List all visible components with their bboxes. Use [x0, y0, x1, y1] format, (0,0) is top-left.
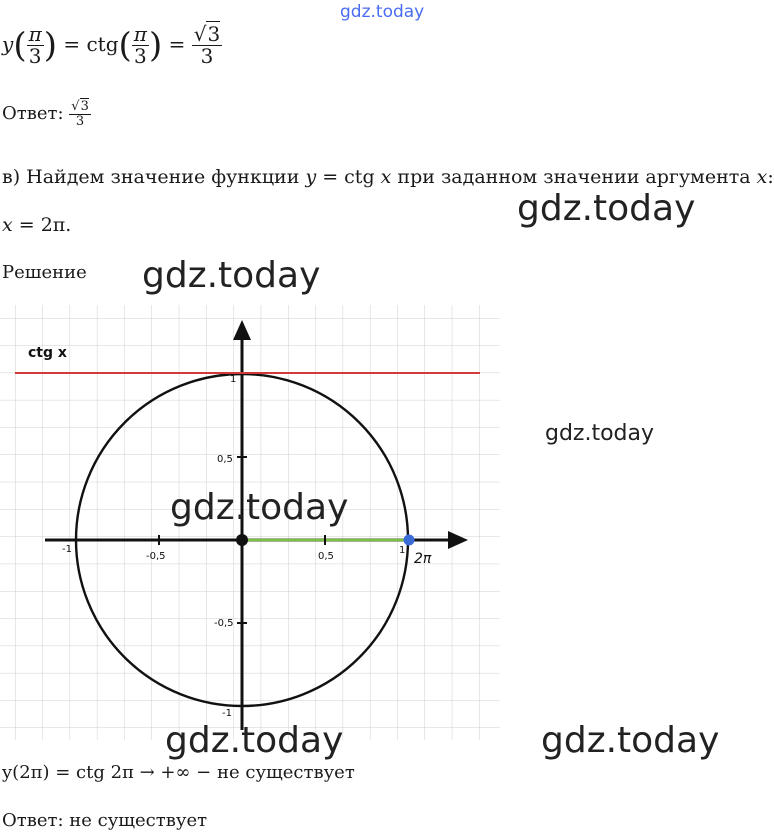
label-x-1: 1 [399, 545, 406, 556]
watermark-4: gdz.today [170, 487, 349, 528]
watermark-6: gdz.today [541, 720, 720, 761]
answer-1: Ответ: $\frac{√3}{3}$ [2, 99, 89, 129]
label-x-half: 0,5 [318, 551, 334, 562]
label-2pi: 2π [414, 551, 432, 567]
task-text: в) Найдем значение функции y = ctg x при заданном значении аргумента x: [2, 166, 774, 188]
origin-point [236, 534, 248, 546]
angle-point [404, 535, 415, 546]
watermark-5: gdz.today [165, 720, 344, 761]
watermark-2: gdz.today [142, 255, 321, 296]
given-x: x = 2π. [2, 214, 72, 236]
answer-2: Ответ: не существует [2, 810, 208, 831]
label-x-neg-half: -0,5 [146, 551, 166, 562]
watermark-top: gdz.today [340, 2, 425, 22]
label-x-neg-1: -1 [62, 544, 72, 555]
solution-label: Решение [2, 262, 87, 283]
watermark-1: gdz.today [517, 188, 696, 229]
formula-y-pi-over-3: y( $\frac{\pi}{3}$ ) = ctg( $\frac{\pi}{3}$ ) = $\frac{√3}{3}$ [2, 22, 221, 68]
label-y-half: 0,5 [217, 454, 233, 465]
label-y-1: 1 [230, 374, 237, 385]
fraction-sqrt3-3: $\frac{√3}{3}$ [193, 22, 221, 68]
ctg-line-label: ctg x [28, 345, 67, 361]
fraction-pi-3: $\frac{\pi}{3}$ [28, 22, 42, 68]
result-line: y(2π) = ctg 2π → +∞ − не существует [2, 762, 355, 783]
label-y-neg-1: -1 [222, 708, 232, 719]
label-y-neg-half: -0,5 [214, 618, 234, 629]
watermark-3: gdz.today [545, 421, 655, 446]
formula-y: y [2, 32, 14, 56]
